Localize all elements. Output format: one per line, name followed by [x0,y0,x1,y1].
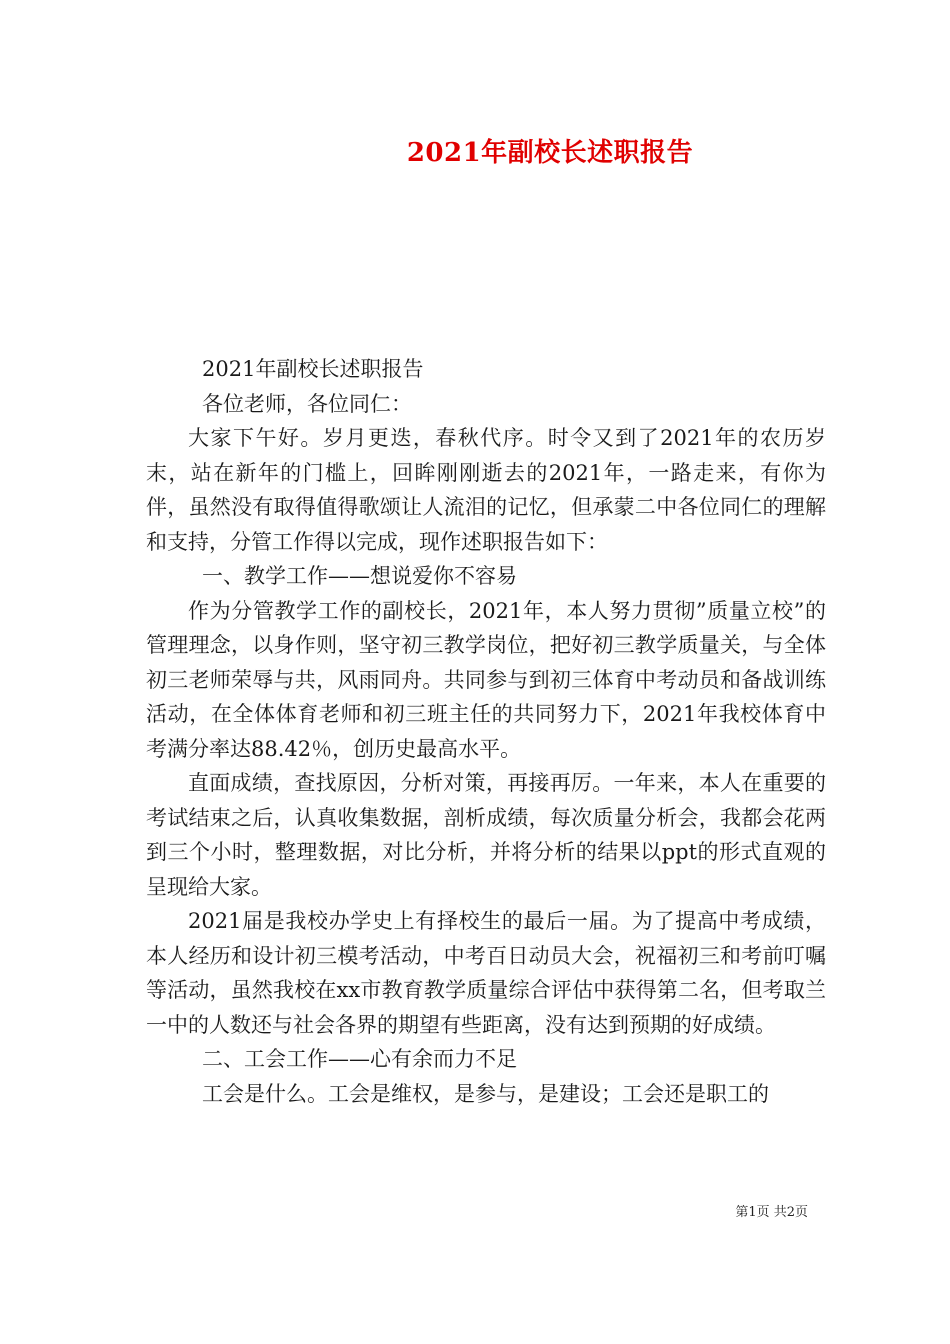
page-number: 第1页 共2页 [735,1205,808,1220]
report-heading: 2021年副校长述职报告 [202,357,424,381]
paragraph-teaching: 作为分管教学工作的副校长，2021年，本人努力贯彻”质量立校”的管理理念，以身作则，坚守初三教学岗位，把好初三教学质量关，与全体初三老师荣辱与共，风雨同舟。共同参与到初三体育中考动员和备战训练活动，在全体体育老师和初三班主任的共同努力下，2021年我校体育中考满分率达88.42％，创历史最高水平。 [146,598,826,761]
paragraph-intro: 大家下午好。岁月更迭，春秋代序。时令又到了2021年的农历岁末，站在新年的门槛上，回眸刚刚逝去的2021年，一路走来，有你为伴，虽然没有取得值得歌颂让人流泪的记忆，但承蒙二中各位同仁的理解和支持，分管工作得以完成，现作述职报告如下： [146,426,826,554]
section-heading-teaching: 一、教学工作——想说爱你不容易 [202,564,517,588]
greeting-line: 各位老师，各位同仁： [202,391,412,416]
paragraph-union: 工会是什么。工会是维权，是参与，是建设；工会还是职工的 [202,1081,769,1106]
document-body [146,352,826,1111]
document-title: 2021年副校长述职报告 [406,138,694,168]
paragraph-analysis: 直面成绩，查找原因，分析对策，再接再厉。一年来，本人在重要的考试结束之后，认真收集数据，剖析成绩，每次质量分析会，我都会花两到三个小时，整理数据，对比分析，并将分析的结果以ppt的形式直观的呈现给大家。 [146,771,826,899]
paragraph-class-2021: 2021届是我校办学史上有择校生的最后一届。为了提高中考成绩，本人经历和设计初三模考活动，中考百日动员大会，祝福初三和考前叮嘱等活动，虽然我校在xx市教育教学质量综合评估中获得第二名，但考取兰一中的人数还与社会各界的期望有些距离，没有达到预期的好成绩。 [146,909,826,1037]
section-heading-union: 二、工会工作——心有余而力不足 [202,1047,517,1071]
